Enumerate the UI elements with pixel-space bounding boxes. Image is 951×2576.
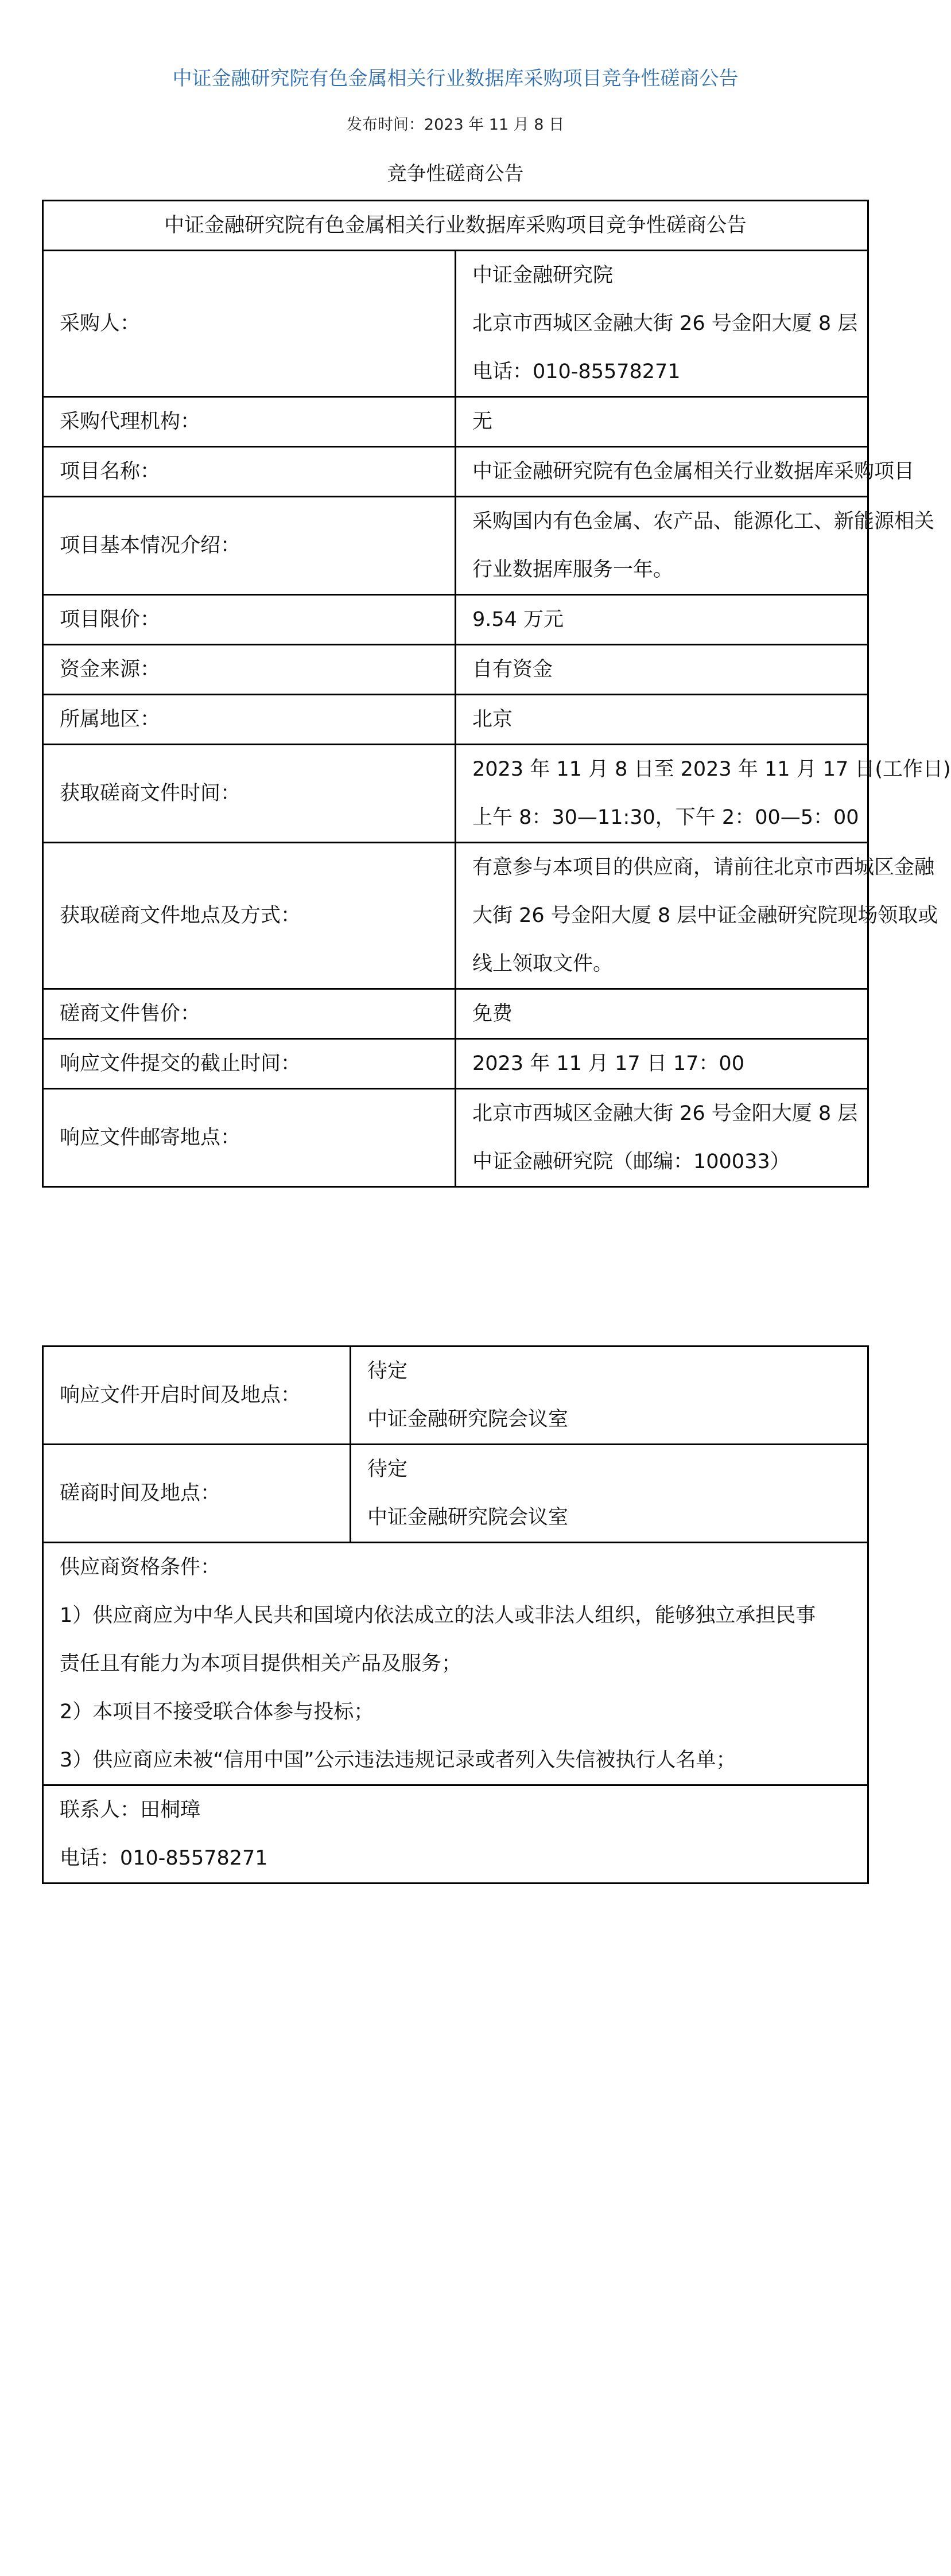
announcement-table-continued (42, 1345, 869, 1884)
row-agency (43, 397, 868, 447)
value-line: 无 (472, 410, 493, 433)
qualifications-line: 3）供应商应未被“信用中国”公示违法违规记录或者列入失信被执行人名单； (60, 1749, 736, 1772)
label-fund-source: 资金来源： (43, 645, 456, 695)
value-line: 大街 26 号金阳大厦 8 层中证金融研究院现场领取或 (472, 904, 938, 927)
value-line: 上午 8：30—11:30，下午 2：00—5：00 (472, 806, 859, 829)
value-line: 9.54 万元 (472, 608, 564, 631)
row-qualifications (43, 1543, 868, 1785)
value-line: 线上领取文件。 (472, 952, 614, 975)
label-doc-location: 获取磋商文件地点及方式： (43, 843, 456, 989)
value-region (456, 695, 868, 745)
value-line: 中证金融研究院会议室 (367, 1506, 569, 1529)
value-purchaser (456, 251, 868, 397)
row-opening (43, 1347, 868, 1445)
value-line: 北京 (472, 708, 513, 731)
table-heading-row (43, 201, 868, 251)
value-doc-location (456, 843, 938, 989)
value-line: 中证金融研究院会议室 (367, 1408, 569, 1431)
value-fund-source (456, 645, 868, 695)
value-project-intro (456, 497, 935, 595)
qualifications-line: 责任且有能力为本项目提供相关产品及服务； (60, 1652, 462, 1675)
value-line: 2023 年 11 月 8 日至 2023 年 11 月 17 日(工作日) (472, 758, 951, 781)
section-heading: 竞争性磋商公告 (387, 162, 524, 185)
label-purchaser: 采购人： (43, 251, 456, 397)
value-price-limit (456, 595, 868, 645)
value-line: 中证金融研究院有色金属相关行业数据库采购项目 (472, 460, 915, 483)
label-doc-price: 磋商文件售价： (43, 989, 456, 1039)
row-region (43, 695, 868, 745)
table-heading: 中证金融研究院有色金属相关行业数据库采购项目竞争性磋商公告 (43, 201, 868, 251)
value-project-name (456, 447, 915, 497)
value-agency (456, 397, 868, 447)
value-line: 中证金融研究院（邮编：100033） (472, 1150, 790, 1173)
label-agency: 采购代理机构： (43, 397, 456, 447)
value-opening (351, 1347, 868, 1445)
row-project-intro (43, 497, 868, 595)
value-line: 待定 (367, 1360, 408, 1383)
value-line: 自有资金 (472, 658, 553, 681)
value-line: 电话：010-85578271 (472, 360, 681, 383)
row-doc-time (43, 745, 868, 843)
value-line: 北京市西城区金融大街 26 号金阳大厦 8 层 (472, 1102, 858, 1125)
row-project-name (43, 447, 868, 497)
label-negotiation: 磋商时间及地点： (43, 1445, 351, 1543)
value-line: 2023 年 11 月 17 日 17：00 (472, 1052, 744, 1075)
value-line: 待定 (367, 1458, 408, 1481)
announcement-table (42, 200, 951, 1188)
value-negotiation (351, 1445, 868, 1543)
qualifications-line: 供应商资格条件： (60, 1556, 221, 1579)
publish-date: 发布时间：2023 年 11 月 8 日 (346, 116, 565, 134)
contact-line: 联系人：田桐璋 (60, 1799, 201, 1822)
row-deadline (43, 1039, 868, 1089)
label-project-intro: 项目基本情况介绍： (43, 497, 456, 595)
label-price-limit: 项目限价： (43, 595, 456, 645)
qualifications-cell (43, 1543, 868, 1785)
value-line: 免费 (472, 1002, 513, 1025)
row-negotiation (43, 1445, 868, 1543)
row-doc-price (43, 989, 868, 1039)
page-title: 中证金融研究院有色金属相关行业数据库采购项目竞争性磋商公告 (172, 67, 739, 90)
row-mail-address (43, 1089, 868, 1187)
value-line: 有意参与本项目的供应商，请前往北京市西城区金融 (472, 856, 935, 879)
label-opening: 响应文件开启时间及地点： (43, 1347, 351, 1445)
value-line: 中证金融研究院 (472, 264, 614, 287)
label-mail-address: 响应文件邮寄地点： (43, 1089, 456, 1187)
contact-line: 电话：010-85578271 (60, 1847, 268, 1870)
value-line: 行业数据库服务一年。 (472, 558, 674, 581)
label-project-name: 项目名称： (43, 447, 456, 497)
qualifications-line: 2）本项目不接受联合体参与投标； (60, 1701, 374, 1723)
value-mail-address (456, 1089, 868, 1187)
label-region: 所属地区： (43, 695, 456, 745)
value-line: 北京市西城区金融大街 26 号金阳大厦 8 层 (472, 312, 858, 335)
contact-cell (43, 1785, 868, 1884)
row-doc-location (43, 843, 868, 989)
row-contact (43, 1785, 868, 1884)
row-purchaser (43, 251, 868, 397)
value-deadline (456, 1039, 868, 1089)
label-deadline: 响应文件提交的截止时间： (43, 1039, 456, 1089)
value-doc-time (456, 745, 951, 843)
value-line: 采购国内有色金属、农产品、能源化工、新能源相关 (472, 510, 935, 533)
row-price-limit (43, 595, 868, 645)
value-doc-price (456, 989, 868, 1039)
label-doc-time: 获取磋商文件时间： (43, 745, 456, 843)
qualifications-line: 1）供应商应为中华人民共和国境内依法成立的法人或非法人组织，能够独立承担民事 (60, 1604, 816, 1627)
row-fund-source (43, 645, 868, 695)
